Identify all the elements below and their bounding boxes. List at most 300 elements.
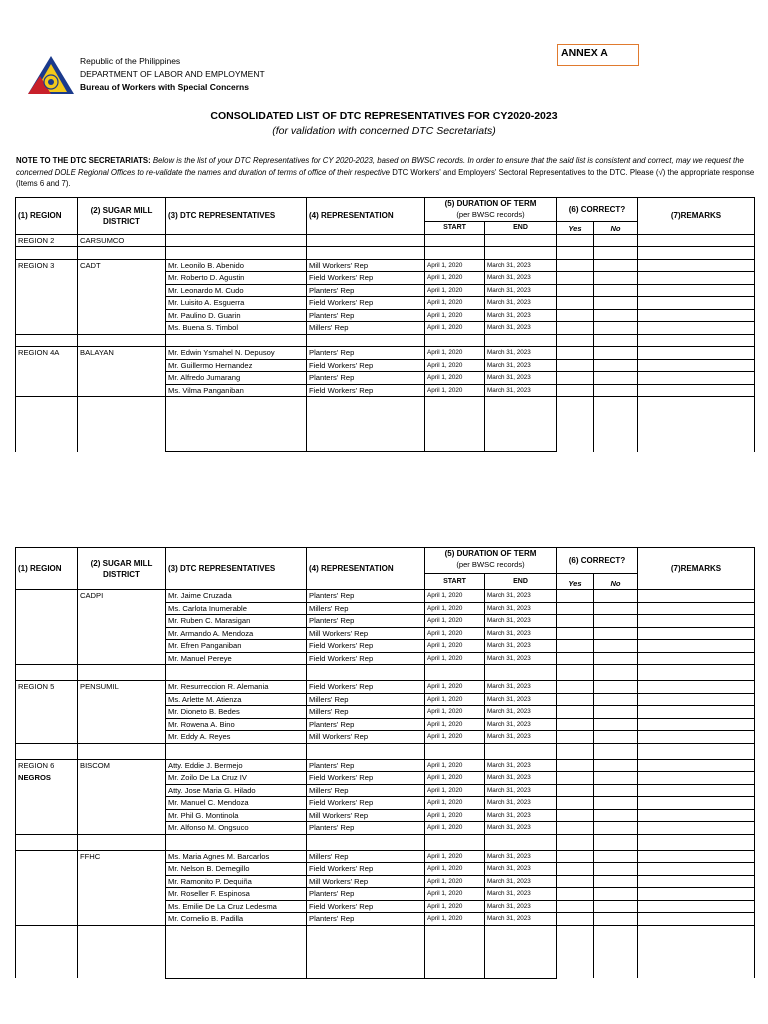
no-cell: [594, 615, 638, 628]
remarks-cell: [638, 397, 755, 452]
end-cell: [485, 743, 557, 759]
end-cell: [485, 834, 557, 850]
representation-cell: [307, 397, 425, 452]
end-cell: [485, 665, 557, 681]
end-cell: [485, 334, 557, 347]
remarks-cell: [638, 347, 755, 360]
yes-cell: [557, 913, 594, 926]
rep-name-cell: Ms. Carlota Inumerable: [166, 602, 307, 615]
start-cell: April 1, 2020: [425, 706, 485, 719]
end-cell: March 31, 2023: [485, 284, 557, 297]
col-header-start: START: [425, 222, 485, 235]
end-cell: March 31, 2023: [485, 772, 557, 785]
no-cell: [594, 925, 638, 978]
rep-name-cell: [166, 334, 307, 347]
start-cell: April 1, 2020: [425, 809, 485, 822]
col-header-correct: (6) CORRECT?: [557, 198, 638, 222]
duration-title: (5) DURATION OF TERM: [444, 549, 537, 558]
region-cell: [16, 834, 78, 850]
remarks-cell: [638, 322, 755, 335]
representation-cell: [307, 665, 425, 681]
region-cell: [16, 372, 78, 385]
start-cell: April 1, 2020: [425, 772, 485, 785]
group-row: [16, 234, 755, 247]
yes-cell: [557, 259, 594, 272]
note-paragraph: [16, 155, 756, 190]
representation-cell: Millers' Rep: [307, 322, 425, 335]
start-cell: April 1, 2020: [425, 718, 485, 731]
yes-cell: [557, 627, 594, 640]
no-cell: [594, 652, 638, 665]
remarks-cell: [638, 759, 755, 772]
rep-name-cell: Mr. Manuel Pereye: [166, 652, 307, 665]
table-row: [16, 706, 755, 719]
region-cell: [16, 334, 78, 347]
region-cell: [16, 322, 78, 335]
region-cell: [16, 397, 78, 452]
representation-cell: Field Workers' Rep: [307, 640, 425, 653]
remarks-cell: [638, 925, 755, 978]
region-cell: [16, 784, 78, 797]
end-cell: March 31, 2023: [485, 297, 557, 310]
region-cell: [16, 665, 78, 681]
representation-cell: [307, 925, 425, 978]
no-cell: [594, 888, 638, 901]
rep-name-cell: [166, 834, 307, 850]
start-cell: April 1, 2020: [425, 602, 485, 615]
table-row: [16, 718, 755, 731]
region-cell: [16, 900, 78, 913]
table-row: [16, 652, 755, 665]
table-row: [16, 731, 755, 744]
no-cell: [594, 834, 638, 850]
district-cell: [78, 384, 166, 397]
representation-cell: Millers' Rep: [307, 706, 425, 719]
region-cell: [16, 652, 78, 665]
yes-cell: [557, 247, 594, 260]
district-cell: [78, 693, 166, 706]
remarks-cell: [638, 797, 755, 810]
end-cell: March 31, 2023: [485, 850, 557, 863]
district-cell: [78, 731, 166, 744]
no-cell: [594, 693, 638, 706]
start-cell: April 1, 2020: [425, 627, 485, 640]
table-row: [16, 297, 755, 310]
district-cell: [78, 743, 166, 759]
district-cell: BALAYAN: [78, 347, 166, 360]
start-cell: April 1, 2020: [425, 900, 485, 913]
district-cell: [78, 913, 166, 926]
yes-cell: [557, 297, 594, 310]
start-cell: April 1, 2020: [425, 309, 485, 322]
yes-cell: [557, 706, 594, 719]
region-cell: [16, 822, 78, 835]
rep-name-cell: [166, 234, 307, 247]
district-cell: FFHC: [78, 850, 166, 863]
district-cell: [78, 359, 166, 372]
district-cell: [78, 665, 166, 681]
region-cell: [16, 718, 78, 731]
rep-name-cell: Ms. Emilie De La Cruz Ledesma: [166, 900, 307, 913]
yes-cell: [557, 925, 594, 978]
end-cell: March 31, 2023: [485, 681, 557, 694]
table-row: [16, 615, 755, 628]
yes-cell: [557, 615, 594, 628]
rep-name-cell: Mr. Leonilo B. Abenido: [166, 259, 307, 272]
rep-name-cell: Mr. Roseller F. Espinosa: [166, 888, 307, 901]
table-row: [16, 627, 755, 640]
no-cell: [594, 627, 638, 640]
region-cell: [16, 850, 78, 863]
yes-cell: [557, 309, 594, 322]
page-subtitle: (for validation with concerned DTC Secretariats): [272, 125, 496, 137]
end-cell: [485, 397, 557, 452]
region-cell: [16, 247, 78, 260]
yes-cell: [557, 888, 594, 901]
no-cell: [594, 384, 638, 397]
yes-cell: [557, 797, 594, 810]
start-cell: April 1, 2020: [425, 359, 485, 372]
representation-cell: Mill Workers' Rep: [307, 875, 425, 888]
dole-logo: [26, 54, 76, 96]
rep-name-cell: Mr. Phil G. Montinola: [166, 809, 307, 822]
end-cell: March 31, 2023: [485, 322, 557, 335]
end-cell: March 31, 2023: [485, 863, 557, 876]
start-cell: April 1, 2020: [425, 347, 485, 360]
start-cell: April 1, 2020: [425, 640, 485, 653]
yes-cell: [557, 900, 594, 913]
yes-cell: [557, 850, 594, 863]
start-cell: April 1, 2020: [425, 615, 485, 628]
region-cell: [16, 913, 78, 926]
col-header-region: (1) REGION: [16, 548, 78, 590]
remarks-cell: [638, 913, 755, 926]
table-row: [16, 272, 755, 285]
district-cell: CADPI: [78, 590, 166, 603]
district-cell: [78, 615, 166, 628]
representation-cell: Field Workers' Rep: [307, 652, 425, 665]
no-cell: [594, 602, 638, 615]
region-cell: [16, 797, 78, 810]
remarks-cell: [638, 640, 755, 653]
rep-name-cell: Ms. Arlette M. Atienza: [166, 693, 307, 706]
rep-name-cell: Mr. Efren Panganiban: [166, 640, 307, 653]
spacer-row: [16, 334, 755, 347]
representation-cell: Planters' Rep: [307, 309, 425, 322]
table-row: [16, 322, 755, 335]
region-cell: NEGROS: [16, 772, 78, 785]
district-cell: CARSUMCO: [78, 234, 166, 247]
start-cell: [425, 334, 485, 347]
end-cell: March 31, 2023: [485, 627, 557, 640]
end-cell: March 31, 2023: [485, 272, 557, 285]
col-header-yes: Yes: [557, 574, 594, 590]
district-cell: [78, 322, 166, 335]
representation-cell: Field Workers' Rep: [307, 272, 425, 285]
region-cell: REGION 4A: [16, 347, 78, 360]
yes-cell: [557, 693, 594, 706]
representation-cell: Millers' Rep: [307, 693, 425, 706]
district-cell: PENSUMIL: [78, 681, 166, 694]
remarks-cell: [638, 822, 755, 835]
yes-cell: [557, 822, 594, 835]
end-cell: March 31, 2023: [485, 718, 557, 731]
no-cell: [594, 681, 638, 694]
note-italic-text: Below is the list of your DTC Representatives for CY 2020-2023, based on BWSC records. In order to ensure that the said list is consistent and correct, may we request the concerned DOLE Regional Offices to re-validate the names and duration of terms of office of their respective: [16, 156, 744, 177]
remarks-cell: [638, 850, 755, 863]
yes-cell: [557, 759, 594, 772]
spacer-row: [16, 665, 755, 681]
rep-name-cell: Mr. Rowena A. Bino: [166, 718, 307, 731]
duration-sub: (per BWSC records): [456, 210, 525, 219]
yes-cell: [557, 272, 594, 285]
end-cell: March 31, 2023: [485, 347, 557, 360]
yes-cell: [557, 590, 594, 603]
representation-cell: Planters' Rep: [307, 913, 425, 926]
end-cell: March 31, 2023: [485, 384, 557, 397]
rep-name-cell: Mr. Eddy A. Reyes: [166, 731, 307, 744]
yes-cell: [557, 284, 594, 297]
region-cell: [16, 863, 78, 876]
no-cell: [594, 822, 638, 835]
start-cell: [425, 665, 485, 681]
table-row: [16, 347, 755, 360]
end-cell: March 31, 2023: [485, 900, 557, 913]
table-row: [16, 875, 755, 888]
table-row: [16, 681, 755, 694]
district-cell: [78, 334, 166, 347]
end-cell: March 31, 2023: [485, 615, 557, 628]
yes-cell: [557, 347, 594, 360]
no-cell: [594, 665, 638, 681]
district-cell: [78, 797, 166, 810]
start-cell: April 1, 2020: [425, 784, 485, 797]
end-cell: [485, 925, 557, 978]
end-cell: March 31, 2023: [485, 372, 557, 385]
rep-name-cell: Mr. Leonardo M. Cudo: [166, 284, 307, 297]
rep-name-cell: Mr. Jaime Cruzada: [166, 590, 307, 603]
start-cell: April 1, 2020: [425, 284, 485, 297]
page-title: CONSOLIDATED LIST OF DTC REPRESENTATIVES FOR CY2020-2023: [210, 110, 558, 122]
no-cell: [594, 272, 638, 285]
no-cell: [594, 743, 638, 759]
no-cell: [594, 309, 638, 322]
region-cell: [16, 809, 78, 822]
col-header-remarks: (7)REMARKS: [638, 548, 755, 590]
start-cell: [425, 925, 485, 978]
table-row: [16, 850, 755, 863]
col-header-no: No: [594, 574, 638, 590]
remarks-cell: [638, 602, 755, 615]
table-row: [16, 384, 755, 397]
district-cell: [78, 640, 166, 653]
col-header-district: (2) SUGAR MILL DISTRICT: [78, 198, 166, 235]
rep-name-cell: Mr. Ruben C. Marasigan: [166, 615, 307, 628]
region-cell: [16, 925, 78, 978]
region-cell: [16, 359, 78, 372]
district-cell: [78, 309, 166, 322]
yes-cell: [557, 334, 594, 347]
col-header-correct: (6) CORRECT?: [557, 548, 638, 574]
remarks-cell: [638, 272, 755, 285]
agency-block: [80, 55, 265, 94]
remarks-cell: [638, 359, 755, 372]
spacer-row: [16, 247, 755, 260]
remarks-cell: [638, 259, 755, 272]
no-cell: [594, 731, 638, 744]
district-cell: [78, 272, 166, 285]
start-cell: April 1, 2020: [425, 590, 485, 603]
representation-cell: Mill Workers' Rep: [307, 809, 425, 822]
start-cell: April 1, 2020: [425, 731, 485, 744]
col-header-duration: [425, 548, 557, 574]
region-cell: [16, 297, 78, 310]
table-row: [16, 822, 755, 835]
district-cell: [78, 888, 166, 901]
representation-cell: [307, 334, 425, 347]
table-row: [16, 693, 755, 706]
start-cell: April 1, 2020: [425, 259, 485, 272]
representation-cell: Field Workers' Rep: [307, 681, 425, 694]
region-cell: REGION 2: [16, 234, 78, 247]
yes-cell: [557, 681, 594, 694]
district-cell: [78, 809, 166, 822]
end-cell: March 31, 2023: [485, 888, 557, 901]
col-header-end: END: [485, 222, 557, 235]
region-cell: [16, 602, 78, 615]
district-cell: CADT: [78, 259, 166, 272]
col-header-region: (1) REGION: [16, 198, 78, 235]
table-row: [16, 784, 755, 797]
representation-cell: Field Workers' Rep: [307, 297, 425, 310]
remarks-cell: [638, 297, 755, 310]
district-cell: [78, 247, 166, 260]
yes-cell: [557, 359, 594, 372]
remarks-cell: [638, 247, 755, 260]
start-cell: April 1, 2020: [425, 272, 485, 285]
yes-cell: [557, 743, 594, 759]
end-cell: March 31, 2023: [485, 602, 557, 615]
no-cell: [594, 863, 638, 876]
remarks-cell: [638, 615, 755, 628]
remarks-cell: [638, 706, 755, 719]
remarks-cell: [638, 809, 755, 822]
representation-cell: Planters' Rep: [307, 888, 425, 901]
yes-cell: [557, 322, 594, 335]
no-cell: [594, 850, 638, 863]
header-row: [16, 548, 755, 574]
start-cell: [425, 397, 485, 452]
no-cell: [594, 590, 638, 603]
no-cell: [594, 347, 638, 360]
end-cell: March 31, 2023: [485, 590, 557, 603]
note-label: NOTE TO THE DTC SECRETARIATS:: [16, 156, 151, 165]
table-row: [16, 772, 755, 785]
note-plain-text: DTC Workers' and Employers' Sectoral Representatives to the DTC. Please (√) the appropriate response (Items 6 and 7).: [16, 167, 755, 189]
representatives-table-2: [15, 547, 755, 979]
remarks-cell: [638, 284, 755, 297]
start-cell: April 1, 2020: [425, 850, 485, 863]
district-cell: BISCOM: [78, 759, 166, 772]
representation-cell: Field Workers' Rep: [307, 900, 425, 913]
no-cell: [594, 397, 638, 452]
start-cell: April 1, 2020: [425, 759, 485, 772]
remarks-cell: [638, 652, 755, 665]
no-cell: [594, 706, 638, 719]
table-row: [16, 863, 755, 876]
table-row: [16, 259, 755, 272]
representation-cell: Mill Workers' Rep: [307, 627, 425, 640]
representation-cell: [307, 234, 425, 247]
spacer-row: [16, 743, 755, 759]
start-cell: [425, 743, 485, 759]
duration-title: (5) DURATION OF TERM: [444, 199, 537, 208]
rep-name-cell: [166, 247, 307, 260]
remarks-cell: [638, 743, 755, 759]
no-cell: [594, 913, 638, 926]
start-cell: April 1, 2020: [425, 297, 485, 310]
remarks-cell: [638, 875, 755, 888]
end-cell: March 31, 2023: [485, 309, 557, 322]
no-cell: [594, 797, 638, 810]
end-cell: March 31, 2023: [485, 706, 557, 719]
region-cell: [16, 384, 78, 397]
table-row: [16, 640, 755, 653]
representation-cell: Field Workers' Rep: [307, 797, 425, 810]
spacer-row: [16, 834, 755, 850]
start-cell: April 1, 2020: [425, 693, 485, 706]
district-cell: [78, 822, 166, 835]
table-row: [16, 759, 755, 772]
duration-sub: (per BWSC records): [456, 560, 525, 569]
remarks-cell: [638, 384, 755, 397]
rep-name-cell: Ms. Maria Agnes M. Barcarlos: [166, 850, 307, 863]
end-cell: [485, 247, 557, 260]
no-cell: [594, 718, 638, 731]
agency-line-dole: DEPARTMENT OF LABOR AND EMPLOYMENT: [80, 69, 265, 79]
rep-name-cell: Mr. Zoilo De La Cruz IV: [166, 772, 307, 785]
representation-cell: Planters' Rep: [307, 615, 425, 628]
no-cell: [594, 322, 638, 335]
yes-cell: [557, 772, 594, 785]
table-row: [16, 284, 755, 297]
remarks-cell: [638, 372, 755, 385]
table-row: [16, 913, 755, 926]
region-cell: [16, 284, 78, 297]
region-cell: [16, 693, 78, 706]
rep-name-cell: Mr. Alfredo Jumarang: [166, 372, 307, 385]
table-row: [16, 309, 755, 322]
region-cell: [16, 627, 78, 640]
no-cell: [594, 640, 638, 653]
start-cell: April 1, 2020: [425, 652, 485, 665]
no-cell: [594, 359, 638, 372]
col-header-reps: (3) DTC REPRESENTATIVES: [166, 548, 307, 590]
rep-name-cell: [166, 397, 307, 452]
end-cell: March 31, 2023: [485, 731, 557, 744]
district-cell: [78, 784, 166, 797]
rep-name-cell: Mr. Ramonito P. Dequiña: [166, 875, 307, 888]
end-cell: [485, 234, 557, 247]
rep-name-cell: [166, 743, 307, 759]
table-row: [16, 900, 755, 913]
remarks-cell: [638, 888, 755, 901]
rep-name-cell: Mr. Luisito A. Esguerra: [166, 297, 307, 310]
rep-name-cell: Ms. Buena S. Timbol: [166, 322, 307, 335]
agency-line-bureau: Bureau of Workers with Special Concerns: [80, 82, 249, 92]
start-cell: April 1, 2020: [425, 797, 485, 810]
region-cell: [16, 615, 78, 628]
